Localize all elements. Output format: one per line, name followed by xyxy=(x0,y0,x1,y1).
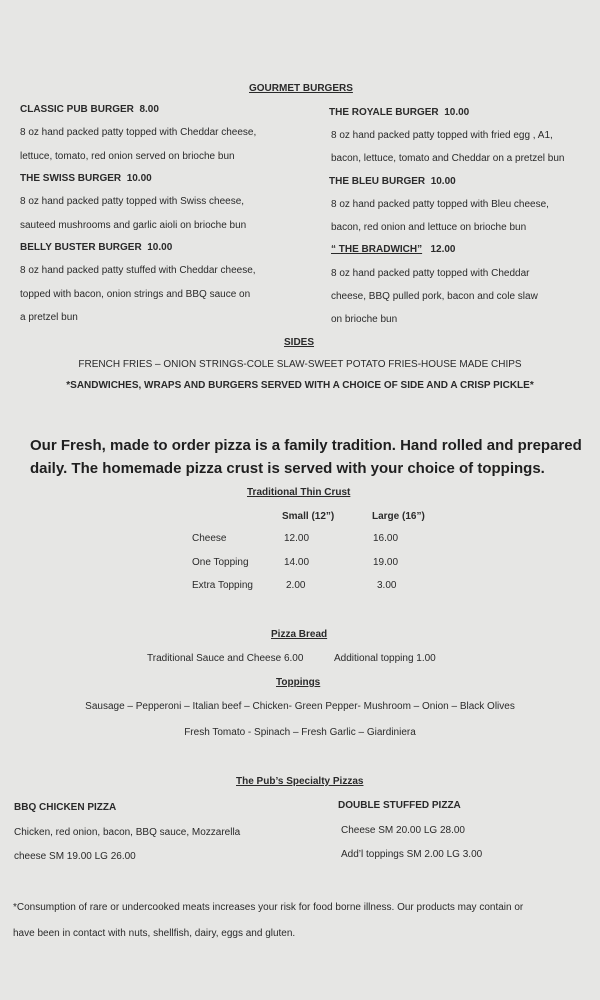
pizza-bread-item: Additional topping 1.00 xyxy=(334,653,436,664)
burger-desc: 8 oz hand packed patty topped with Cheddar xyxy=(331,268,530,279)
sides-note: *SANDWICHES, WRAPS AND BURGERS SERVED WITH A CHOICE OF SIDE AND A CRISP PICKLE* xyxy=(66,380,534,391)
burger-name: BELLY BUSTER BURGER 10.00 xyxy=(20,242,173,253)
burger-name: “ THE BRADWICH” 12.00 xyxy=(331,244,456,255)
col-small-header: Small (12”) xyxy=(282,511,335,522)
pizza-intro-line: daily. The homemade pizza crust is served with your choice of toppings. xyxy=(30,460,545,477)
price-row-label: Cheese xyxy=(192,533,227,544)
disclaimer-line: *Consumption of rare or undercooked meats increases your risk for food borne illness. Our products may contain or xyxy=(13,902,524,913)
specialty-pizza-desc: Cheese SM 20.00 LG 28.00 xyxy=(341,825,465,836)
burger-name: THE ROYALE BURGER 10.00 xyxy=(329,107,470,118)
burger-desc: on brioche bun xyxy=(331,314,398,325)
toppings-heading: Toppings xyxy=(276,677,321,688)
burger-desc: 8 oz hand packed patty topped with Bleu cheese, xyxy=(331,199,549,210)
col-large-header: Large (16”) xyxy=(372,511,425,522)
burger-desc: 8 oz hand packed patty topped with Cheddar cheese, xyxy=(20,127,257,138)
burger-desc: bacon, lettuce, tomato and Cheddar on a pretzel bun xyxy=(331,153,565,164)
specialty-pizza-name: DOUBLE STUFFED PIZZA xyxy=(338,800,461,811)
burger-desc: lettuce, tomato, red onion served on brioche bun xyxy=(20,151,235,162)
burger-desc: a pretzel bun xyxy=(20,312,78,323)
specialty-pizza-name: BBQ CHICKEN PIZZA xyxy=(14,802,117,813)
pizza-bread-item: Traditional Sauce and Cheese 6.00 xyxy=(147,653,304,664)
price-large: 19.00 xyxy=(373,557,399,568)
price-small: 2.00 xyxy=(286,580,306,591)
burger-desc: sauteed mushrooms and garlic aioli on brioche bun xyxy=(20,220,247,231)
specialty-pizza-desc: Add’l toppings SM 2.00 LG 3.00 xyxy=(341,849,483,860)
toppings-line: Fresh Tomato - Spinach – Fresh Garlic – Giardiniera xyxy=(184,727,416,738)
burger-desc: cheese, BBQ pulled pork, bacon and cole slaw xyxy=(331,291,538,302)
burger-desc: 8 oz hand packed patty topped with Swiss cheese, xyxy=(20,196,245,207)
price-row-label: Extra Topping xyxy=(192,580,253,591)
toppings-line: Sausage – Pepperoni – Italian beef – Chicken- Green Pepper- Mushroom – Onion – Black Olives xyxy=(85,701,515,712)
sides-heading: SIDES xyxy=(284,337,315,348)
sides-items: FRENCH FRIES – ONION STRINGS-COLE SLAW-SWEET POTATO FRIES-HOUSE MADE CHIPS xyxy=(78,359,522,370)
burger-desc: bacon, red onion and lettuce on brioche bun xyxy=(331,222,527,233)
pizza-bread-heading: Pizza Bread xyxy=(271,629,328,640)
price-row-label: One Topping xyxy=(192,557,249,568)
burgers-heading: GOURMET BURGERS xyxy=(249,83,353,94)
burger-name: THE SWISS BURGER 10.00 xyxy=(20,173,152,184)
burger-desc: 8 oz hand packed patty stuffed with Cheddar cheese, xyxy=(20,265,256,276)
disclaimer-line: have been in contact with nuts, shellfish, dairy, eggs and gluten. xyxy=(13,928,296,939)
price-small: 14.00 xyxy=(284,557,310,568)
price-large: 16.00 xyxy=(373,533,399,544)
specialty-pizza-desc: Chicken, red onion, bacon, BBQ sauce, Mozzarella xyxy=(14,827,241,838)
burger-desc: 8 oz hand packed patty topped with fried egg , A1, xyxy=(331,130,553,141)
pizza-intro-line: Our Fresh, made to order pizza is a family tradition. Hand rolled and prepared xyxy=(30,437,582,454)
burger-name: CLASSIC PUB BURGER 8.00 xyxy=(20,104,159,115)
price-large: 3.00 xyxy=(377,580,397,591)
burger-name: THE BLEU BURGER 10.00 xyxy=(329,176,456,187)
burger-desc: topped with bacon, onion strings and BBQ sauce on xyxy=(20,289,251,300)
specialty-heading: The Pub’s Specialty Pizzas xyxy=(236,776,364,787)
thin-crust-heading: Traditional Thin Crust xyxy=(247,487,351,498)
specialty-pizza-desc: cheese SM 19.00 LG 26.00 xyxy=(14,851,136,862)
price-small: 12.00 xyxy=(284,533,310,544)
